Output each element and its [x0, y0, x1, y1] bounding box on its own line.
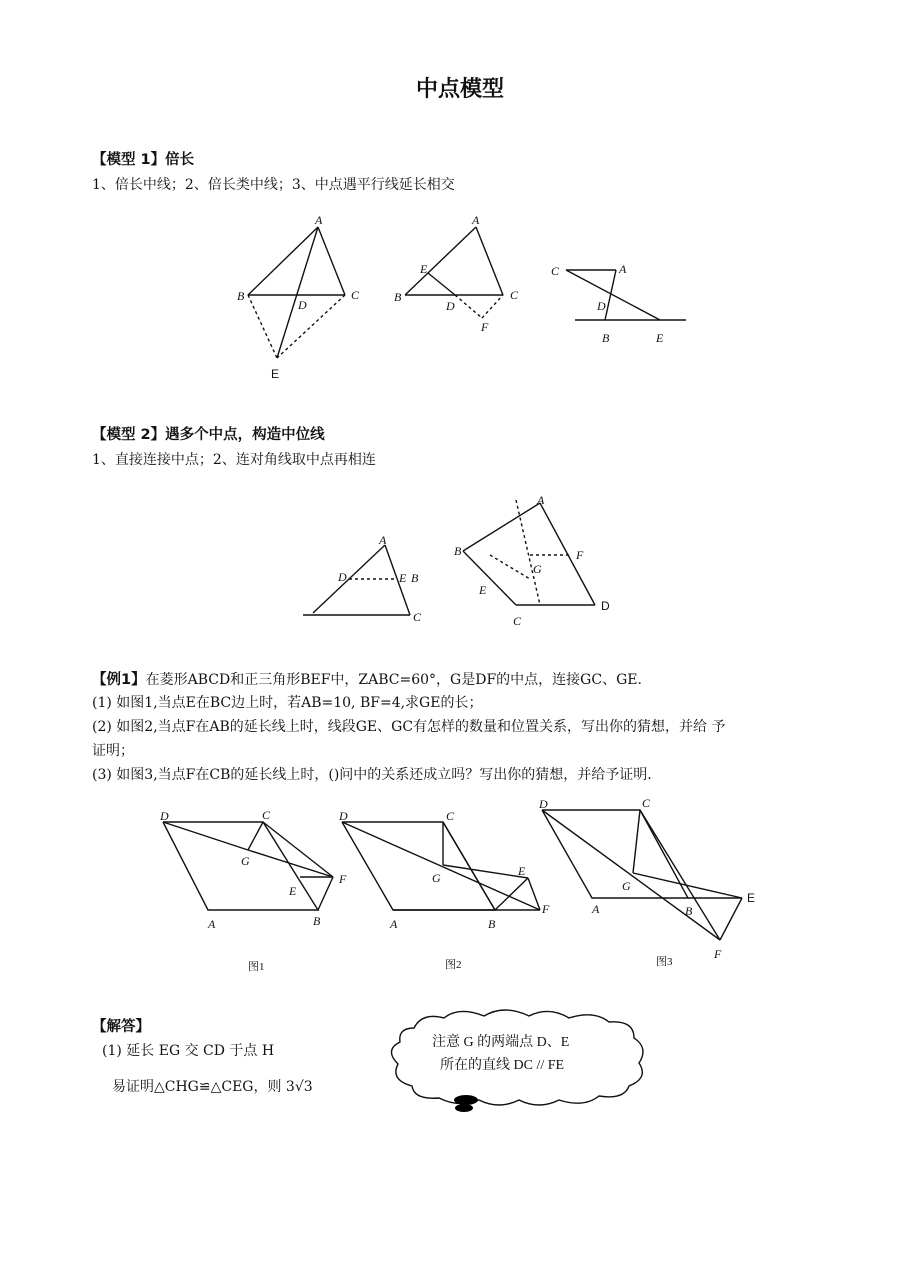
- label-A: A: [537, 493, 545, 507]
- model2-figure-b: [454, 493, 610, 628]
- model1-figure-a: [237, 213, 360, 381]
- point-label: E: [747, 891, 756, 905]
- model2-description: 1、直接连接中点；2、连对角线取中点再相连: [92, 452, 376, 468]
- model2-heading: 【模型 2】遇多个中点，构造中位线: [92, 427, 325, 443]
- label-F: F: [576, 548, 584, 562]
- point-label: E: [289, 884, 297, 898]
- label-B: B: [411, 571, 419, 585]
- point-label: D: [339, 809, 348, 823]
- example1-figure-2: [338, 809, 550, 971]
- point-label: G: [241, 854, 250, 868]
- cloud-note-line1: 注意 G 的两端点 D、E: [432, 1035, 570, 1050]
- point-label: F: [714, 947, 722, 961]
- model1-figure-b: [394, 213, 519, 334]
- answer-line1: (1) 延长 EG 交 CD 于点 H: [102, 1043, 275, 1059]
- label-E: E: [656, 331, 664, 345]
- point-label: G: [432, 871, 441, 885]
- point-label: C: [262, 808, 271, 822]
- point-label: G: [622, 879, 631, 893]
- page-title: 中点模型: [415, 77, 504, 102]
- cloud-note-line2: 所在的直线 DC // FE: [440, 1058, 565, 1073]
- point-label: A: [592, 902, 600, 916]
- answer-heading: 【解答】: [92, 1019, 150, 1035]
- point-label: A: [208, 917, 216, 931]
- label-B: B: [454, 544, 462, 558]
- label-C: C: [513, 614, 522, 628]
- label-A: A: [315, 213, 323, 227]
- model1-figures: [0, 205, 920, 385]
- label-F: F: [481, 320, 489, 334]
- point-label: E: [518, 864, 526, 878]
- label-D: D: [298, 298, 307, 312]
- example1-intro: 【例1】在菱形ABCD和正三角形BEF中，ZABC=60°，G是DF的中点，连接GC、GE.: [92, 672, 642, 688]
- point-label: C: [446, 809, 455, 823]
- label-D: D: [597, 299, 606, 313]
- point-label: F: [542, 902, 550, 916]
- point-label: B: [313, 914, 321, 928]
- label-D: D: [601, 599, 610, 613]
- figure-2-caption: 图2: [445, 959, 462, 971]
- point-label: D: [160, 809, 169, 823]
- answer-line2: 易证明△CHG≌△CEG，则 3√3: [112, 1079, 313, 1095]
- example1-figure-1: [159, 808, 347, 973]
- example1-question1: (1) 如图1,当点E在BC边上时，若AB=10, BF=4,求GE的长；: [92, 695, 483, 711]
- model2-figure-a: [303, 533, 422, 624]
- label-E: E: [399, 571, 407, 585]
- example1-figure-3: [538, 796, 755, 968]
- label-A: A: [379, 533, 387, 547]
- label-D: D: [446, 299, 455, 313]
- model1-figure-c: [551, 262, 686, 345]
- example1-question3: (3) 如图3,当点F在CB的延长线上时，()问中的关系还成立吗？写出你的猜想，并给予证明.: [92, 767, 652, 783]
- label-C: C: [413, 610, 422, 624]
- point-label: F: [339, 872, 347, 886]
- label-B: B: [237, 289, 245, 303]
- label-E: E: [271, 367, 280, 381]
- point-label: D: [539, 797, 548, 811]
- label-C: C: [351, 288, 360, 302]
- label-B: B: [602, 331, 610, 345]
- label-B: B: [394, 290, 402, 304]
- example1-figures: [0, 795, 920, 975]
- label-G: G: [533, 562, 542, 576]
- point-label: B: [488, 917, 496, 931]
- label-E: E: [479, 583, 487, 597]
- example1-question2: (2) 如图2,当点F在AB的延长线上时，线段GE、GC有怎样的数量和位置关系，写出你的猜想，并给 予: [92, 719, 726, 735]
- model2-figures: [0, 485, 920, 635]
- label-E: E: [420, 262, 428, 276]
- label-A: A: [619, 262, 627, 276]
- point-label: C: [642, 796, 651, 810]
- label-D: D: [338, 570, 347, 584]
- point-label: B: [685, 904, 693, 918]
- figure-1-caption: 图1: [248, 961, 265, 973]
- example1-question2-cont: 证明；: [92, 743, 134, 759]
- label-C: C: [551, 264, 560, 278]
- model1-heading: 【模型 1】倍长: [92, 152, 195, 168]
- label-C: C: [510, 288, 519, 302]
- point-label: A: [390, 917, 398, 931]
- label-A: A: [472, 213, 480, 227]
- figure-3-caption: 图3: [656, 956, 673, 968]
- model1-description: 1、倍长中线；2、倍长类中线；3、中点遇平行线延长相交: [92, 177, 455, 193]
